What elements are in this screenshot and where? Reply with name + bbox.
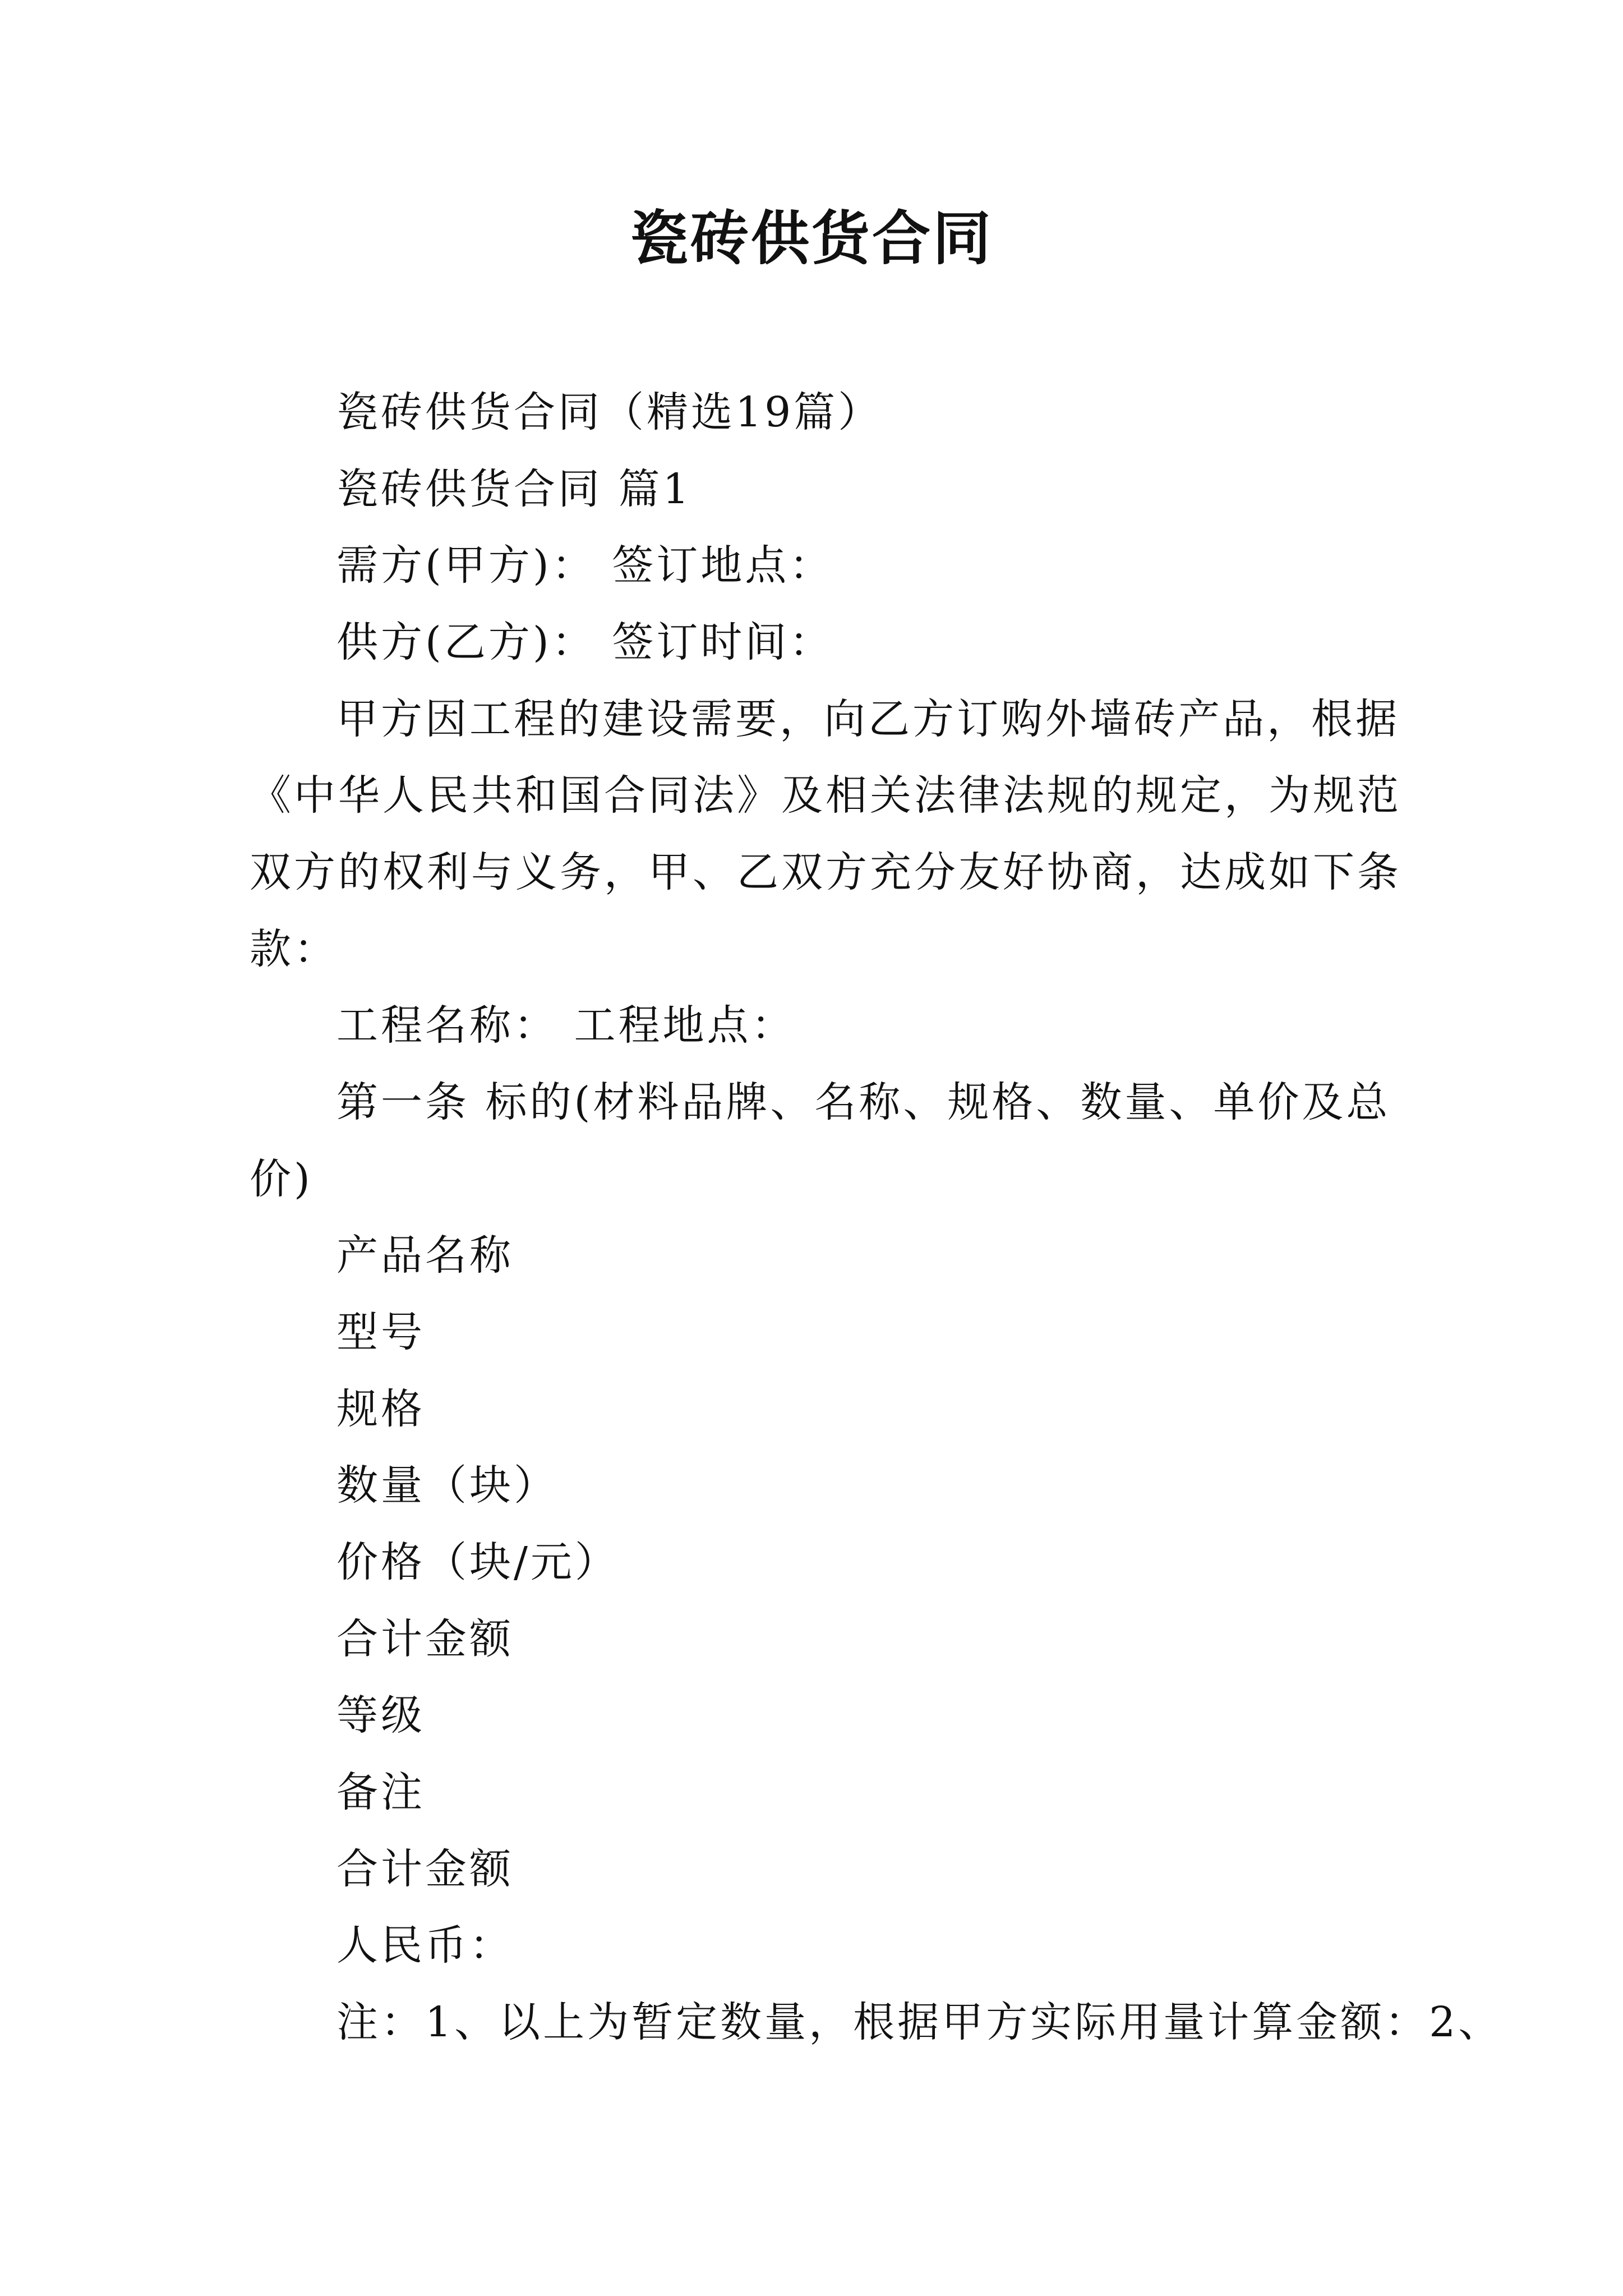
field-label: 合计金额 — [336, 1615, 514, 1663]
paragraph-line: 《中华人民共和国合同法》及相关法律法规的规定，为规范 — [250, 771, 1401, 820]
field-label: 备注 — [336, 1768, 425, 1816]
field-label: 人民币： — [336, 1921, 514, 1970]
field-label: 数量（块） — [336, 1461, 558, 1510]
field-label: 合计金额 — [336, 1845, 514, 1893]
document-title: 瓷砖供货合同 — [629, 204, 993, 273]
subtitle-line: 瓷砖供货合同（精选19篇） — [336, 388, 883, 436]
field-label: 价格（块/元） — [336, 1538, 619, 1586]
section-heading: 瓷砖供货合同 篇1 — [336, 465, 692, 513]
field-label: 规格 — [336, 1385, 425, 1433]
article-one-line: 价) — [250, 1155, 313, 1203]
article-one-line: 第一条 标的(材料品牌、名称、规格、数量、单价及总 — [336, 1078, 1391, 1126]
buyer-line: 需方(甲方)： 签订地点： — [336, 541, 834, 590]
project-line: 工程名称： 工程地点： — [336, 1001, 796, 1050]
field-label: 产品名称 — [336, 1231, 514, 1280]
note-line: 注：1、以上为暂定数量，根据甲方实际用量计算金额：2、 — [336, 1998, 1503, 2046]
field-label: 型号 — [336, 1308, 425, 1356]
field-label: 等级 — [336, 1691, 425, 1740]
paragraph-line: 款： — [250, 925, 338, 973]
paragraph-line: 双方的权利与义务，甲、乙双方充分友好协商，达成如下条 — [250, 848, 1401, 896]
supplier-line: 供方(乙方)： 签订时间： — [336, 618, 834, 666]
paragraph-line: 甲方因工程的建设需要，向乙方订购外墙砖产品，根据 — [336, 695, 1400, 743]
